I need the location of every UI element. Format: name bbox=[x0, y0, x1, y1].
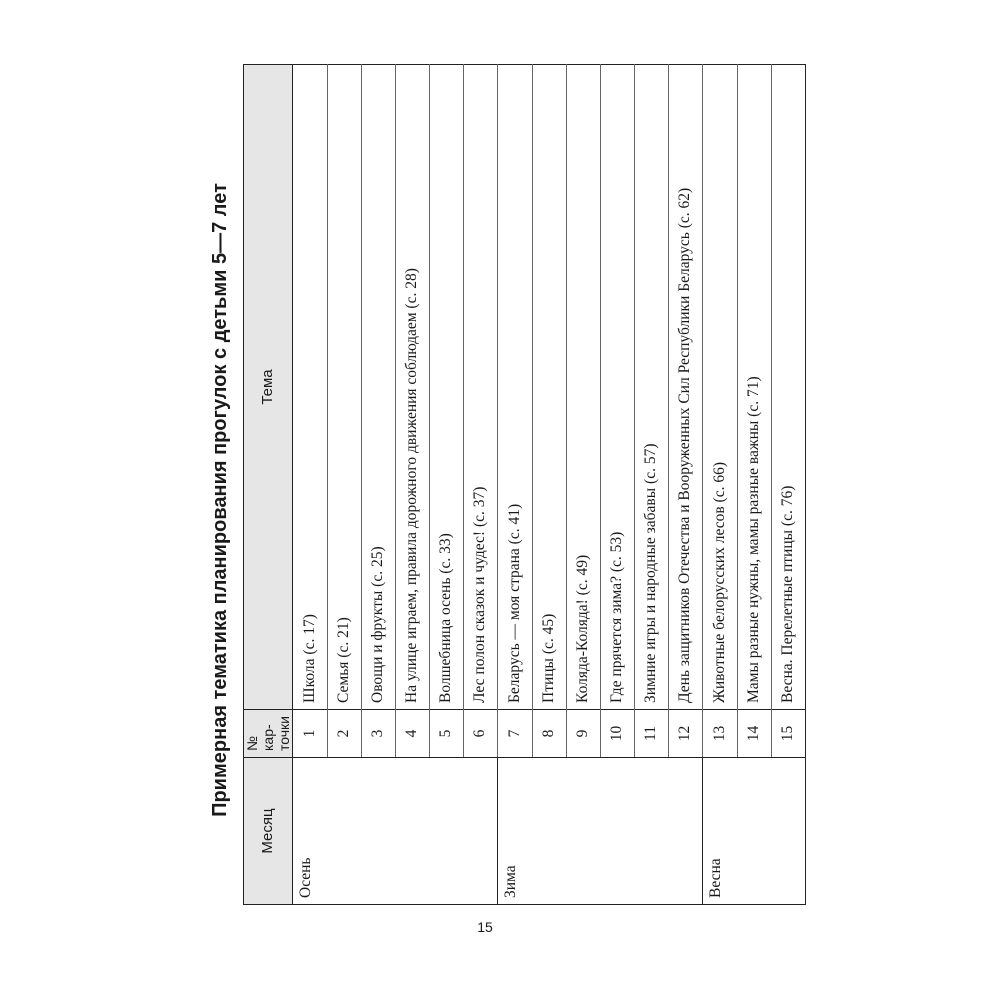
table-row bbox=[361, 65, 395, 905]
month-cell bbox=[737, 758, 771, 905]
month-cell bbox=[634, 758, 668, 905]
table-row bbox=[600, 65, 634, 905]
month-cell: Осень bbox=[293, 758, 328, 905]
header-card-number-line1: № кар- bbox=[244, 724, 276, 751]
table-row bbox=[566, 65, 600, 905]
month-cell bbox=[395, 758, 429, 905]
card-number-cell: 8 bbox=[532, 710, 566, 758]
card-number-cell: 6 bbox=[463, 710, 498, 758]
topic-cell: Птицы (с. 45) bbox=[532, 65, 566, 710]
month-cell bbox=[771, 758, 806, 905]
topic-cell: Зимние игры и народные забавы (с. 57) bbox=[634, 65, 668, 710]
month-cell bbox=[327, 758, 361, 905]
page-title: Примерная тематика планирования прогулок с детьми 5—7 лет bbox=[209, 183, 231, 817]
month-cell bbox=[532, 758, 566, 905]
card-number-cell: 4 bbox=[395, 710, 429, 758]
card-number-cell: 12 bbox=[668, 710, 703, 758]
topic-cell: Где прячется зима? (с. 53) bbox=[600, 65, 634, 710]
header-card-number bbox=[244, 710, 293, 758]
topic-cell: На улице играем, правила дорожного движения соблюдаем (с. 28) bbox=[395, 65, 429, 710]
table-row bbox=[498, 65, 533, 905]
card-number-cell: 5 bbox=[429, 710, 463, 758]
card-number-cell: 14 bbox=[737, 710, 771, 758]
table-row bbox=[429, 65, 463, 905]
topic-cell: Овощи и фрукты (с. 25) bbox=[361, 65, 395, 710]
table-row bbox=[703, 65, 738, 905]
card-number-cell: 1 bbox=[293, 710, 328, 758]
table-row bbox=[293, 65, 328, 905]
card-number-cell: 9 bbox=[566, 710, 600, 758]
topic-cell: Беларусь — моя страна (с. 41) bbox=[498, 65, 533, 710]
month-cell bbox=[600, 758, 634, 905]
topic-cell: Весна. Перелетные птицы (с. 76) bbox=[771, 65, 806, 710]
month-cell: Весна bbox=[703, 758, 738, 905]
table-row bbox=[463, 65, 498, 905]
topic-cell: Школа (с. 17) bbox=[293, 65, 328, 710]
topic-cell: Мамы разные нужны, мамы разные важны (с. 71) bbox=[737, 65, 771, 710]
card-number-cell: 15 bbox=[771, 710, 806, 758]
header-topic: Тема bbox=[244, 65, 293, 710]
card-number-cell: 3 bbox=[361, 710, 395, 758]
topic-cell: День защитников Отечества и Вооруженных Сил Республики Беларусь (с. 62) bbox=[668, 65, 703, 710]
card-number-cell: 7 bbox=[498, 710, 533, 758]
table-header-row bbox=[244, 65, 293, 905]
month-cell bbox=[429, 758, 463, 905]
card-number-cell: 13 bbox=[703, 710, 738, 758]
month-cell bbox=[566, 758, 600, 905]
month-cell: Зима bbox=[498, 758, 533, 905]
card-number-cell: 11 bbox=[634, 710, 668, 758]
table-row bbox=[395, 65, 429, 905]
card-number-cell: 10 bbox=[600, 710, 634, 758]
table-row bbox=[737, 65, 771, 905]
table-row bbox=[532, 65, 566, 905]
month-cell bbox=[463, 758, 498, 905]
topic-cell: Коляда-Коляда! (с. 49) bbox=[566, 65, 600, 710]
table-row bbox=[327, 65, 361, 905]
table-row bbox=[771, 65, 806, 905]
walks-planning-table bbox=[243, 64, 806, 905]
card-number-cell: 2 bbox=[327, 710, 361, 758]
month-cell bbox=[361, 758, 395, 905]
month-cell bbox=[668, 758, 703, 905]
table-row bbox=[668, 65, 703, 905]
topic-cell: Волшебница осень (с. 33) bbox=[429, 65, 463, 710]
topic-cell: Лес полон сказок и чудес! (с. 37) bbox=[463, 65, 498, 710]
header-month: Месяц bbox=[244, 758, 293, 905]
page-number: 15 bbox=[477, 919, 493, 935]
topic-cell: Семья (с. 21) bbox=[327, 65, 361, 710]
header-card-number-line2: точки bbox=[276, 716, 292, 751]
rotated-page-content bbox=[200, 65, 797, 935]
topic-cell: Животные белорусских лесов (с. 66) bbox=[703, 65, 738, 710]
table-row bbox=[634, 65, 668, 905]
